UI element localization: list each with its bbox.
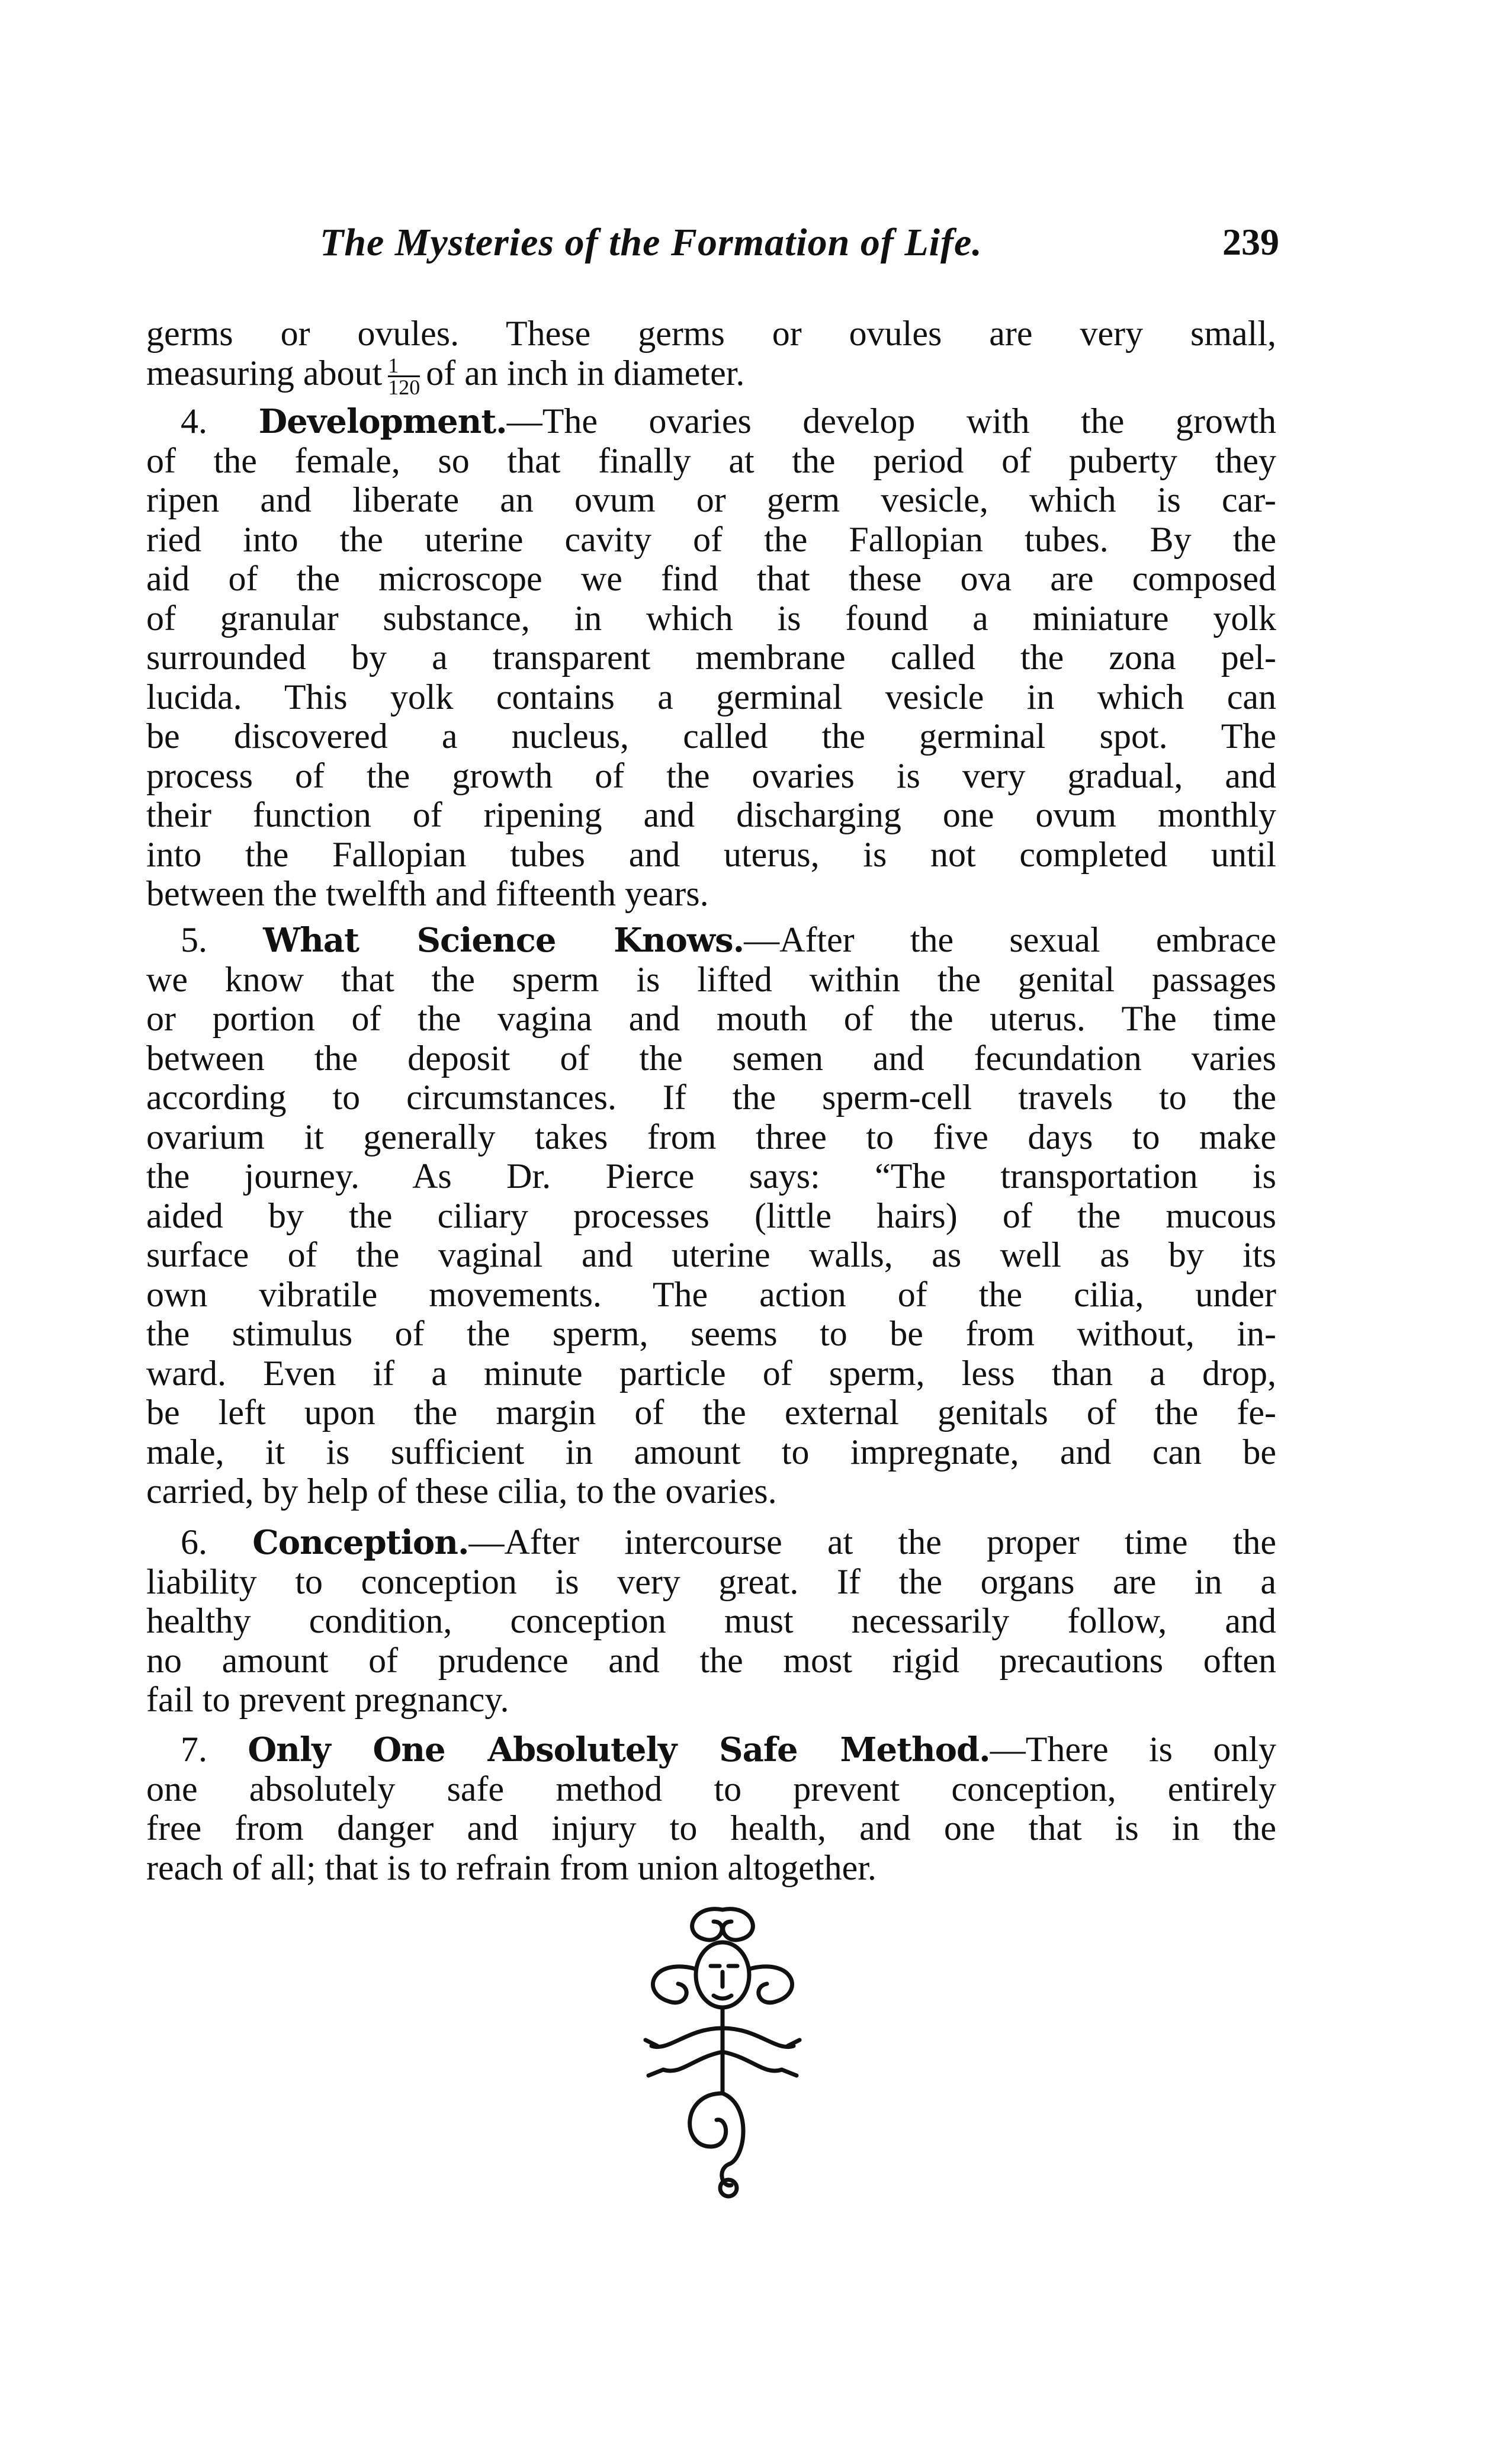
section-paragraph	[146, 1730, 1276, 1887]
running-header	[320, 220, 1279, 274]
text-line	[146, 353, 1276, 400]
text-line: ward. Even if a minute particle of sperm, less than a drop,	[146, 1353, 1276, 1393]
section-paragraph	[146, 401, 1276, 914]
text-line: fail to prevent pregnancy.	[146, 1680, 509, 1719]
section-heading: Development.	[258, 402, 507, 441]
text-line: male, it is sufficient in amount to impregnate, and can be	[146, 1432, 1276, 1472]
text-line: of granular substance, in which is found a miniature yolk	[146, 598, 1276, 638]
text-fragment: —After the sexual embrace	[744, 920, 1276, 959]
text-line	[146, 1522, 1276, 1562]
text-fragment: —After intercourse at the proper time the	[468, 1522, 1276, 1562]
text-line: between the deposit of the semen and fecundation varies	[146, 1038, 1276, 1078]
text-line: free from danger and injury to health, and one that is in the	[146, 1808, 1276, 1848]
section-heading: What Science Knows.	[263, 921, 744, 960]
text-line: their function of ripening and discharging one ovum monthly	[146, 795, 1276, 834]
text-line	[146, 920, 1276, 960]
text-line: ried into the uterine cavity of the Fallopian tubes. By the	[146, 519, 1276, 559]
text-fragment: measuring about	[146, 353, 383, 393]
section-number: 7.	[181, 1730, 207, 1769]
text-line: own vibratile movements. The action of the cilia, under	[146, 1274, 1276, 1314]
text-line: or portion of the vagina and mouth of the uterus. The time	[146, 999, 1276, 1038]
fraction-denominator: 120	[388, 375, 420, 400]
text-line: the stimulus of the sperm, seems to be from without, in-	[146, 1314, 1276, 1353]
text-line: the journey. As Dr. Pierce says: “The transportation is	[146, 1156, 1276, 1196]
section-number: 6.	[181, 1522, 207, 1562]
text-line: be left upon the margin of the external genitals of the fe-	[146, 1393, 1276, 1432]
text-line: one absolutely safe method to prevent conception, entirely	[146, 1769, 1276, 1808]
text-line: of the female, so that finally at the period of puberty they	[146, 441, 1276, 480]
intro-paragraph	[146, 314, 1276, 400]
fraction	[388, 354, 420, 400]
page-number: 239	[1222, 221, 1279, 263]
text-fragment: —The ovaries develop with the growth	[506, 401, 1276, 441]
fraction-numerator: 1	[388, 354, 399, 378]
text-line: we know that the sperm is lifted within the genital passages	[146, 959, 1276, 999]
section-number: 5.	[181, 920, 207, 959]
section-paragraph	[146, 920, 1276, 1511]
text-line: according to circumstances. If the sperm-cell travels to the	[146, 1078, 1276, 1117]
running-title: The Mysteries of the Formation of Life.	[320, 221, 983, 264]
text-line: no amount of prudence and the most rigid precautions often	[146, 1640, 1276, 1680]
text-line: surrounded by a transparent membrane called the zona pel-	[146, 638, 1276, 677]
text-line: ripen and liberate an ovum or germ vesicle, which is car-	[146, 480, 1276, 519]
section-paragraph	[146, 1522, 1276, 1720]
text-line: process of the growth of the ovaries is very gradual, and	[146, 756, 1276, 795]
text-line: ovarium it generally takes from three to five days to make	[146, 1117, 1276, 1156]
section-number: 4.	[181, 401, 207, 441]
text-line	[146, 1730, 1276, 1769]
section-heading: Conception.	[252, 1523, 469, 1562]
text-line: between the twelfth and fifteenth years.	[146, 874, 709, 913]
text-line: liability to conception is very great. If the organs are in a	[146, 1562, 1276, 1601]
text-line: reach of all; that is to refrain from union altogether.	[146, 1848, 876, 1887]
decorative-ornament	[628, 1898, 817, 2206]
text-line: aided by the ciliary processes (little hairs) of the mucous	[146, 1196, 1276, 1235]
text-line: surface of the vaginal and uterine walls, as well as by its	[146, 1235, 1276, 1274]
text-line: healthy condition, conception must necessarily follow, and	[146, 1601, 1276, 1640]
text-fragment: of an inch in diameter.	[426, 353, 745, 393]
text-fragment: —There is only	[990, 1730, 1276, 1769]
text-line: into the Fallopian tubes and uterus, is not completed until	[146, 834, 1276, 874]
text-line: carried, by help of these cilia, to the ovaries.	[146, 1472, 777, 1511]
text-line: lucida. This yolk contains a germinal vesicle in which can	[146, 677, 1276, 717]
text-line: be discovered a nucleus, called the germinal spot. The	[146, 717, 1276, 756]
text-line: aid of the microscope we find that these ova are composed	[146, 559, 1276, 598]
section-heading: Only One Absolutely Safe Method.	[248, 1730, 990, 1769]
text-line	[146, 401, 1276, 441]
text-line: germs or ovules. These germs or ovules are very small,	[146, 314, 1276, 353]
